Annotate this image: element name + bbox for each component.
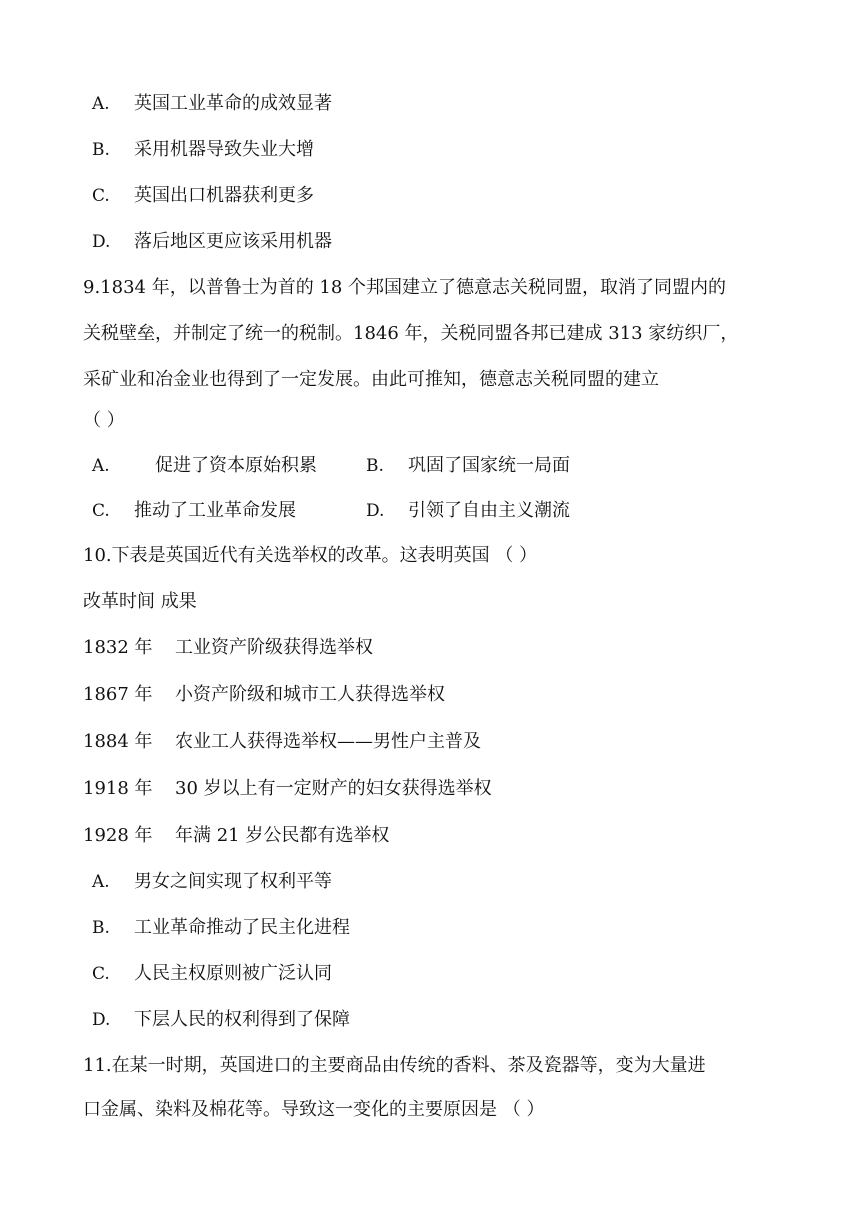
table-row-result: 小资产阶级和城市工人获得选举权 bbox=[175, 684, 445, 705]
q9-answer-blank: （ ） bbox=[83, 410, 125, 431]
q8-option-b-text: 采用机器导致失业大增 bbox=[134, 139, 314, 160]
q10-stem: 10.下表是英国近代有关选举权的改革。这表明英国 （ ） bbox=[83, 545, 538, 566]
q10-option-d-text: 下层人民的权利得到了保障 bbox=[134, 1009, 350, 1030]
q9-option-b-text: 巩固了国家统一局面 bbox=[408, 455, 570, 476]
q10-option-a-letter: A. bbox=[92, 872, 110, 892]
q8-option-c-letter: C. bbox=[92, 186, 110, 206]
q8-option-a-text: 英国工业革命的成效显著 bbox=[134, 93, 332, 114]
q9-option-b-letter: B. bbox=[366, 456, 384, 476]
q11-stem-line-2: 口金属、染料及棉花等。导致这一变化的主要原因是 （ ） bbox=[83, 1099, 545, 1120]
q9-option-c-letter: C. bbox=[92, 501, 110, 521]
q11-stem-line-1: 11.在某一时期，英国进口的主要商品由传统的香料、茶及瓷器等，变为大量进 bbox=[83, 1055, 706, 1076]
table-row-result: 农业工人获得选举权——男性户主普及 bbox=[175, 731, 481, 752]
q10-option-b-text: 工业革命推动了民主化进程 bbox=[134, 917, 350, 938]
table-row-result: 年满 21 岁公民都有选举权 bbox=[175, 825, 390, 846]
table-row-year: 1884 年 bbox=[83, 731, 153, 752]
q10-option-a-text: 男女之间实现了权利平等 bbox=[134, 871, 332, 892]
q8-option-c-text: 英国出口机器获利更多 bbox=[134, 185, 314, 206]
q10-option-c-letter: C. bbox=[92, 964, 110, 984]
table-row-year: 1928 年 bbox=[83, 825, 153, 846]
table-row-year: 1832 年 bbox=[83, 637, 153, 658]
q8-option-d-text: 落后地区更应该采用机器 bbox=[134, 231, 332, 252]
q9-stem-line-2: 关税壁垒，并制定了统一的税制。1846 年，关税同盟各邦已建成 313 家纺织厂， bbox=[83, 323, 739, 344]
q9-option-a-letter: A. bbox=[92, 456, 110, 476]
q8-option-b-letter: B. bbox=[92, 140, 110, 160]
q9-option-a-text: 促进了资本原始积累 bbox=[155, 455, 317, 476]
q10-table-header: 改革时间 成果 bbox=[83, 591, 197, 612]
q9-option-c-text: 推动了工业革命发展 bbox=[134, 500, 296, 521]
table-row-year: 1918 年 bbox=[83, 778, 153, 799]
q10-option-d-letter: D. bbox=[92, 1010, 111, 1030]
table-row-year: 1867 年 bbox=[83, 684, 153, 705]
q9-stem-line-1: 9.1834 年，以普鲁士为首的 18 个邦国建立了德意志关税同盟，取消了同盟内的 bbox=[83, 277, 727, 298]
q10-option-c-text: 人民主权原则被广泛认同 bbox=[134, 963, 332, 984]
q9-stem-line-3: 采矿业和冶金业也得到了一定发展。由此可推知，德意志关税同盟的建立 bbox=[83, 369, 659, 390]
q8-option-a-letter: A. bbox=[92, 94, 110, 114]
q9-option-d-letter: D. bbox=[366, 501, 385, 521]
q8-option-d-letter: D. bbox=[92, 232, 111, 252]
q9-option-d-text: 引领了自由主义潮流 bbox=[408, 500, 570, 521]
table-row-result: 30 岁以上有一定财产的妇女获得选举权 bbox=[175, 778, 492, 799]
q10-option-b-letter: B. bbox=[92, 918, 110, 938]
table-row-result: 工业资产阶级获得选举权 bbox=[175, 637, 373, 658]
